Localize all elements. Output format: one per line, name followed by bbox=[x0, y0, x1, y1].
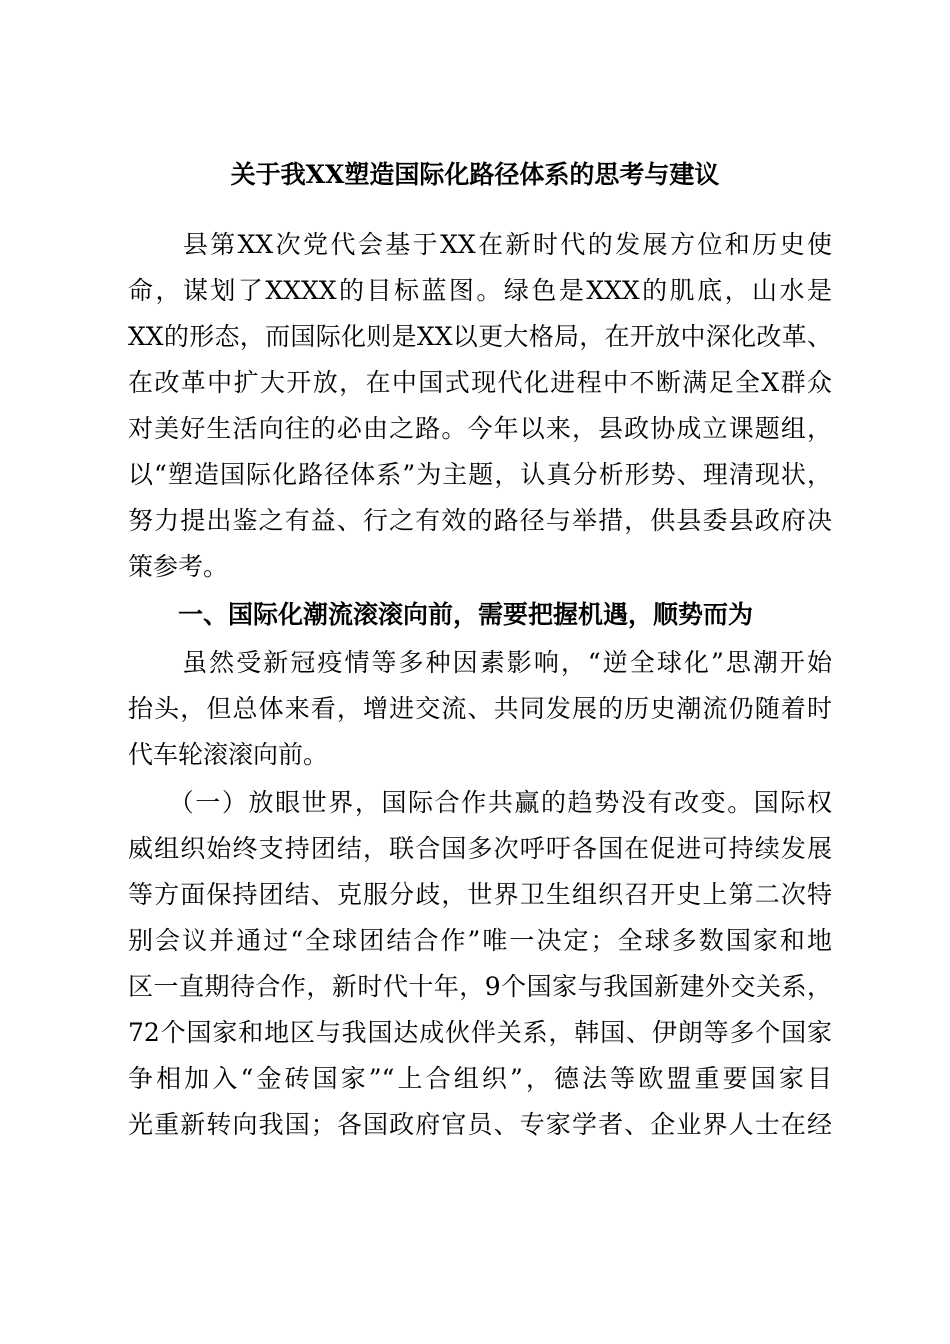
paragraph-1-line-5: 对美好生活向往的必由之路。今年以来，县政协成立课题组， bbox=[128, 414, 832, 443]
paragraph-3-line-5: 区一直期待合作，新时代十年，9个国家与我国新建外交关系， bbox=[128, 972, 832, 1001]
paragraph-3-line-7: 争相加入“金砖国家”“上合组织”，德法等欧盟重要国家目 bbox=[128, 1064, 832, 1093]
paragraph-3-line-8: 光重新转向我国；各国政府官员、专家学者、企业界人士在经 bbox=[128, 1110, 832, 1139]
paragraph-1-line-3: XX的形态，而国际化则是XX以更大格局，在开放中深化改革、 bbox=[128, 322, 832, 351]
paragraph-1-line-2: 命，谋划了XXXX的目标蓝图。绿色是XXX的肌底，山水是 bbox=[128, 276, 832, 305]
paragraph-3-line-2: 威组织始终支持团结，联合国多次呼吁各国在促进可持续发展 bbox=[128, 834, 832, 863]
paragraph-3-line-6: 72个国家和地区与我国达成伙伴关系，韩国、伊朗等多个国家 bbox=[128, 1018, 832, 1047]
paragraph-2-line-1: 虽然受新冠疫情等多种因素影响，“逆全球化”思潮开始 bbox=[128, 648, 832, 677]
paragraph-3-line-3: 等方面保持团结、克服分歧，世界卫生组织召开史上第二次特 bbox=[128, 880, 832, 909]
section-heading-1: 一、国际化潮流滚滚向前，需要把握机遇，顺势而为 bbox=[128, 600, 754, 629]
paragraph-2-line-2: 抬头，但总体来看，增进交流、共同发展的历史潮流仍随着时 bbox=[128, 694, 832, 723]
paragraph-1-line-6: 以“塑造国际化路径体系”为主题，认真分析形势、理清现状， bbox=[128, 460, 832, 489]
paragraph-1-line-8: 策参考。 bbox=[128, 552, 229, 581]
paragraph-3-line-1: （一）放眼世界，国际合作共赢的趋势没有改变。国际权 bbox=[128, 788, 832, 817]
paragraph-2-line-3: 代车轮滚滚向前。 bbox=[128, 740, 329, 769]
paragraph-1-line-1: 县第XX次党代会基于XX在新时代的发展方位和历史使 bbox=[128, 230, 832, 259]
paragraph-1-line-4: 在改革中扩大开放，在中国式现代化进程中不断满足全X群众 bbox=[128, 368, 832, 397]
paragraph-3-line-4: 别会议并通过“全球团结合作”唯一决定；全球多数国家和地 bbox=[128, 926, 832, 955]
document-title: 关于我XX塑造国际化路径体系的思考与建议 bbox=[230, 160, 720, 189]
paragraph-1-line-7: 努力提出鉴之有益、行之有效的路径与举措，供县委县政府决 bbox=[128, 506, 832, 535]
